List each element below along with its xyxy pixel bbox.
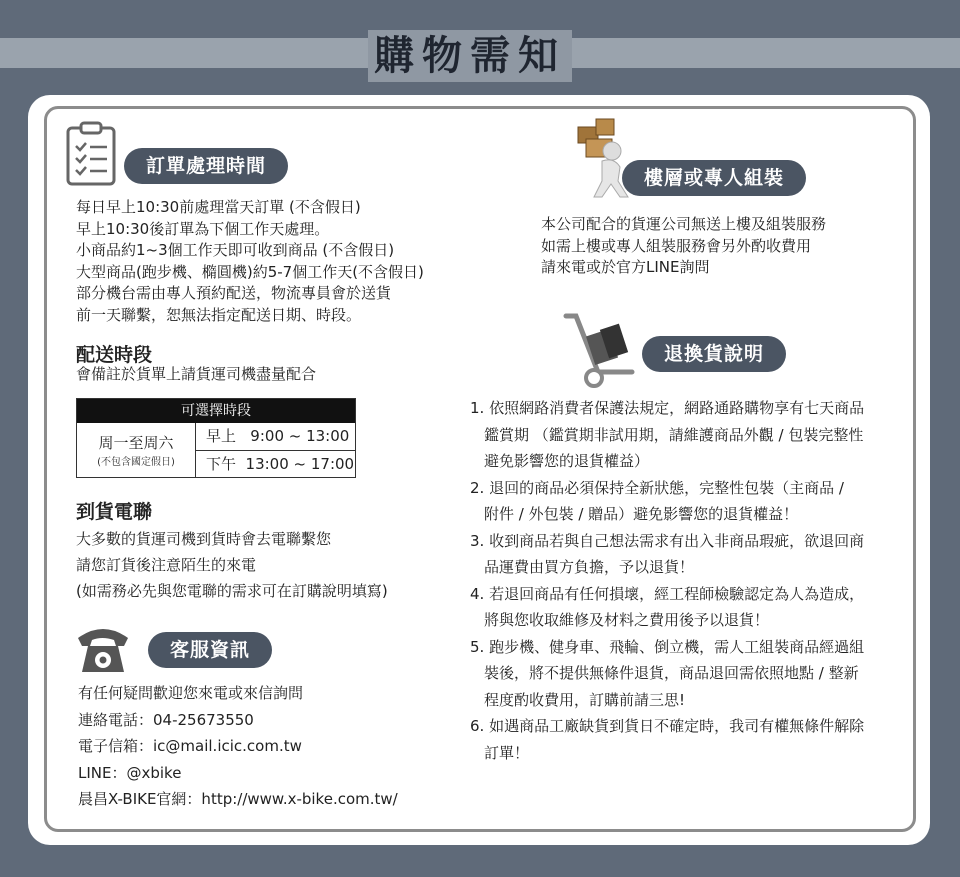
assembly-text bbox=[541, 214, 826, 279]
hand-truck-icon bbox=[560, 312, 640, 390]
return-rule: 3. 收到商品若與自己想法需求有出入非商品瑕疵，欲退回商 bbox=[470, 531, 865, 550]
return-rule-continuation: 將與您收取維修及材料之費用後予以退貨！ bbox=[484, 611, 770, 629]
arrival-line: 請您訂貨後注意陌生的來電 bbox=[76, 556, 257, 574]
service-website: 晨昌X-BIKE官網：http://www.x-bike.com.tw/ bbox=[78, 790, 398, 808]
returns-section-title: 退換貨說明 bbox=[642, 336, 786, 372]
return-rule-continuation: 避免影響您的退貨權益） bbox=[484, 452, 650, 470]
return-rule-continuation: 訂單！ bbox=[484, 743, 530, 762]
service-email: 電子信箱：ic@mail.icic.com.tw bbox=[78, 737, 302, 755]
service-text bbox=[78, 680, 398, 813]
service-phone: 連絡電話：04-25673550 bbox=[78, 710, 254, 729]
assembly-line: 請來電或於官方LINE詢問 bbox=[541, 258, 710, 276]
clipboard-icon bbox=[64, 120, 120, 188]
delivery-time-table bbox=[76, 398, 356, 478]
returns-list bbox=[470, 395, 910, 766]
page-title: 購物需知 bbox=[368, 30, 572, 82]
service-line: 有任何疑問歡迎您來電或來信詢問 bbox=[78, 684, 304, 702]
table-day-cell bbox=[77, 423, 196, 477]
return-rule: 5. 跑步機、健身車、飛輪、倒立機，需人工組裝商品經過組 bbox=[470, 637, 865, 656]
table-day: 周一至周六 bbox=[98, 434, 174, 452]
return-rule: 4. 若退回商品有任何損壞，經工程師檢驗認定為人為造成， bbox=[470, 584, 865, 603]
return-rule-continuation: 品運費由買方負擔，予以退貨！ bbox=[484, 558, 695, 576]
return-rule: 6. 如遇商品工廠缺貨到貨日不確定時，我司有權無條件解除 bbox=[470, 717, 865, 735]
order-line: 每日早上10:30前處理當天訂單 (不含假日) bbox=[76, 198, 361, 216]
order-line: 大型商品(跑步機、橢圓機)約5-7個工作天(不含假日) bbox=[76, 262, 424, 281]
delivery-note: 會備註於貨單上請貨運司機盡量配合 bbox=[76, 365, 317, 383]
arrival-title: 到貨電聯 bbox=[76, 501, 153, 523]
table-day-note: (不包含國定假日) bbox=[97, 457, 175, 468]
order-line: 早上10:30後訂單為下個工作天處理。 bbox=[76, 219, 330, 238]
order-line: 小商品約1~3個工作天即可收到商品 (不含假日) bbox=[76, 241, 395, 259]
arrival-line: (如需務必先與您電聯的需求可在訂購說明填寫) bbox=[76, 582, 388, 600]
order-line: 部分機台需由專人預約配送，物流專員會於送貨 bbox=[76, 284, 392, 302]
table-slot-morning: 早上 9:00 ~ 13:00 bbox=[206, 427, 350, 445]
assembly-line: 如需上樓或專人組裝服務會另外酌收費用 bbox=[541, 236, 812, 255]
return-rule-continuation: 附件 / 外包裝 / 贈品）避免影響您的退貨權益！ bbox=[484, 505, 799, 523]
assembly-section-title: 樓層或專人組裝 bbox=[622, 160, 806, 196]
arrival-text bbox=[76, 526, 388, 604]
return-rule: 1. 依照網路消費者保護法規定，網路通路購物享有七天商品 bbox=[470, 399, 865, 417]
return-rule: 2. 退回的商品必須保持全新狀態，完整性包裝（主商品 / bbox=[470, 478, 844, 497]
telephone-icon bbox=[74, 620, 132, 678]
service-line-id: LINE：@xbike bbox=[78, 763, 182, 782]
return-rule-continuation: 裝後，將不提供無條件退貨，商品退回需依照地點 / 整新 bbox=[484, 664, 859, 682]
service-section-title: 客服資訊 bbox=[148, 632, 272, 668]
order-section-title: 訂單處理時間 bbox=[124, 148, 288, 184]
return-rule-continuation: 鑑賞期 （鑑賞期非試用期，請維護商品外觀 / 包裝完整性 bbox=[484, 425, 864, 444]
return-rule-continuation: 程度酌收費用，訂購前請三思! bbox=[484, 690, 686, 709]
table-slot-afternoon: 下午 13:00 ~ 17:00 bbox=[196, 450, 355, 478]
arrival-line: 大多數的貨運司機到貨時會去電聯繫您 bbox=[76, 530, 332, 548]
table-header: 可選擇時段 bbox=[77, 399, 355, 423]
delivery-title: 配送時段 bbox=[76, 344, 153, 366]
order-line: 前一天聯繫，恕無法指定配送日期、時段。 bbox=[76, 305, 362, 324]
order-text bbox=[76, 197, 424, 326]
assembly-line: 本公司配合的貨運公司無送上樓及組裝服務 bbox=[541, 215, 827, 233]
